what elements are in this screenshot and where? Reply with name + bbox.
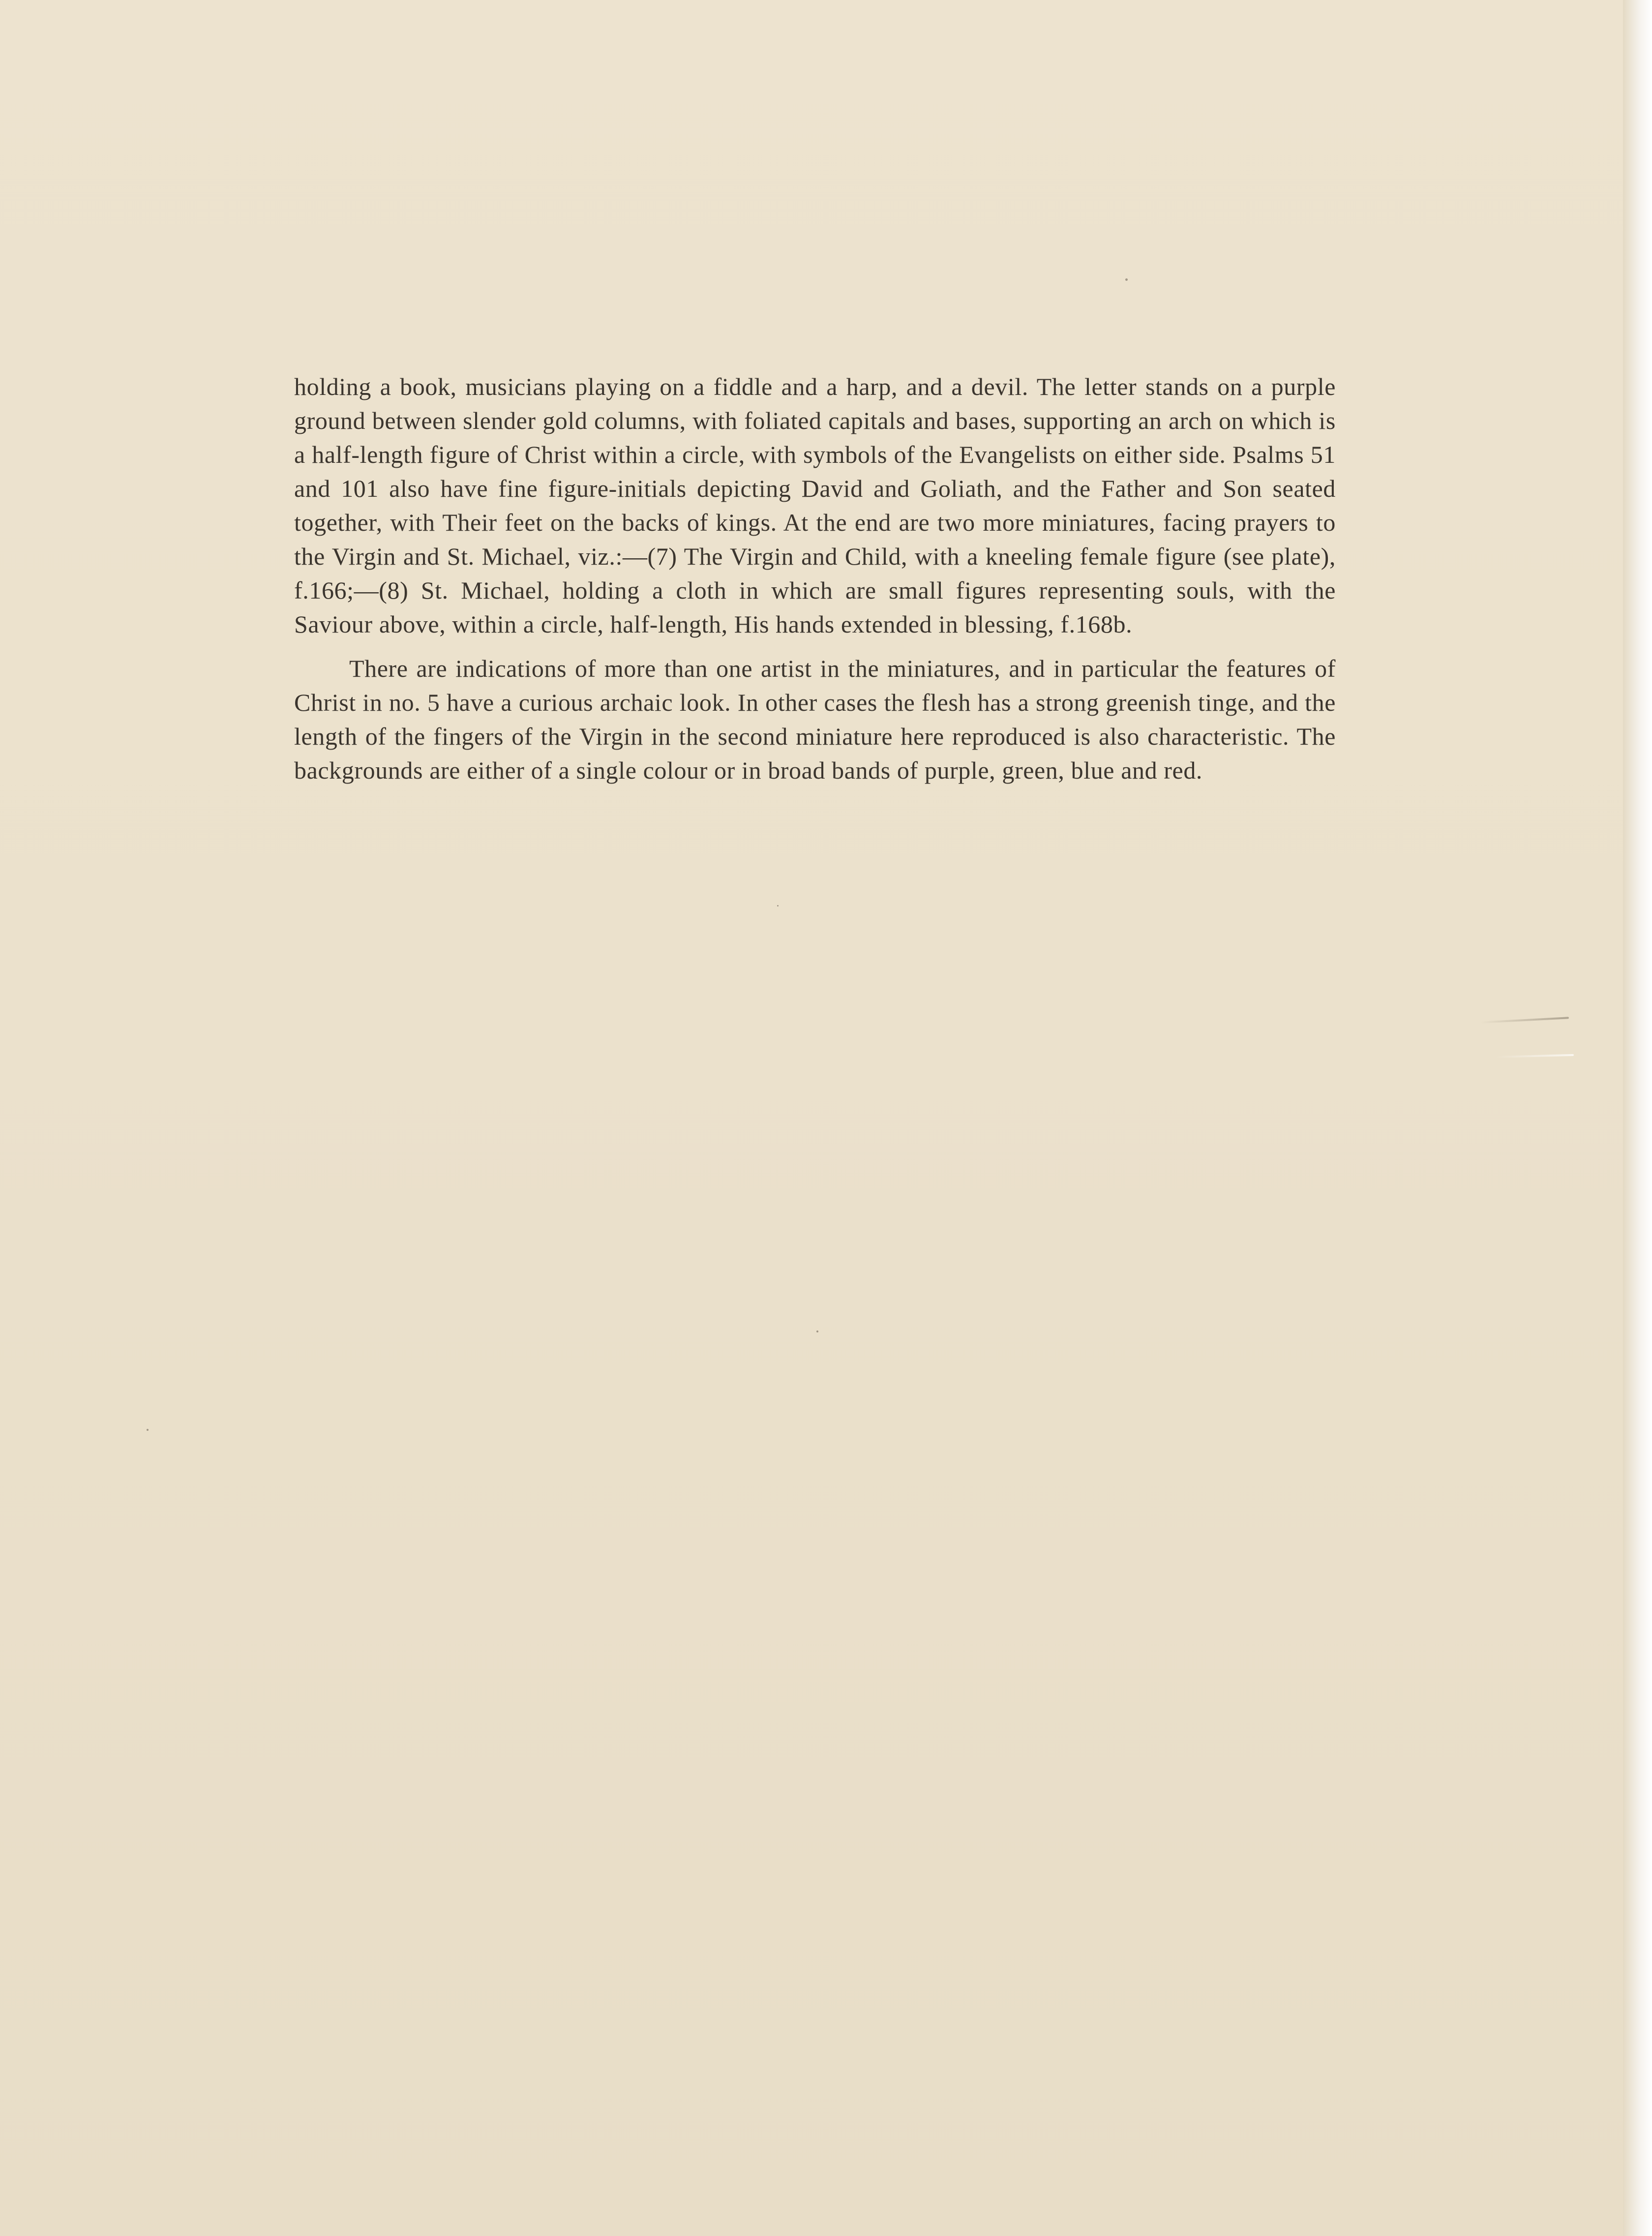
paper-speck	[1125, 278, 1128, 281]
paper-right-edge	[1623, 0, 1652, 2236]
paper-speck	[777, 905, 779, 906]
paper-crease	[1480, 1017, 1569, 1023]
body-text	[294, 370, 1336, 787]
paper-crease-highlight	[1495, 1054, 1574, 1058]
paragraph-2: There are indications of more than one artist in the miniatures, and in particular the features of Christ in no. 5 have a curious archaic look. In other cases the flesh has a strong greenish tinge, and the length of the fingers of the Virgin in the second miniature here reproduced is also characteristic. The backgrounds are either of a single colour or in broad bands of purple, green, blue and red.	[294, 655, 1336, 784]
paper-speck	[816, 1330, 818, 1332]
paper-speck	[147, 1429, 149, 1431]
paragraph-1: holding a book, musicians playing on a fiddle and a harp, and a devil. The letter stands on a purple ground between slender gold columns, with foliated capitals and bases, supporting an arch on which is a half-length figure of Christ within a circle, with symbols of the Evangelists on either side. Psalms 51 and 101 also have fine figure-initials depicting David and Goliath, and the Father and Son seated together, with Their feet on the backs of kings. At the end are two more miniatures, facing prayers to the Virgin and St. Michael, viz.:—(7) The Virgin and Child, with a kneeling female figure (see plate), f.166;—(8) St. Michael, holding a cloth in which are small figures representing souls, with the Saviour above, within a circle, half-length, His hands extended in blessing, f.168b.	[294, 373, 1336, 638]
